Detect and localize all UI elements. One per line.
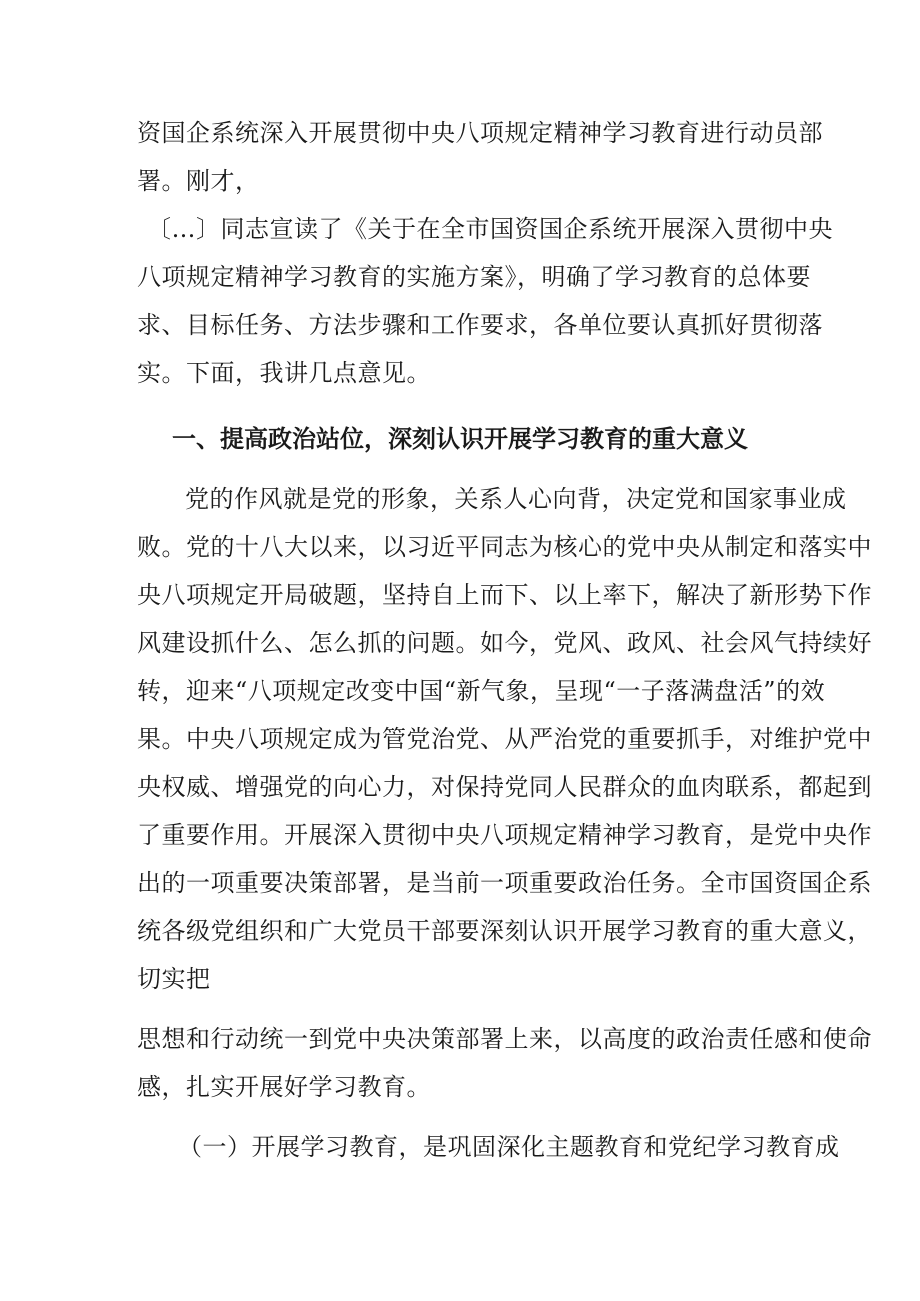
body-line-9: 出的一项重要决策部署，是当前一项重要政治任务。全市国资国企系 — [137, 869, 872, 897]
body-line-1: 党的作风就是党的形象，关系人心向背，决定党和国家事业成 — [185, 485, 847, 513]
section-heading: 一、提高政治站位，深刻认识开展学习教育的重大意义 — [172, 425, 748, 453]
body-line-2: 败。党的十八大以来，以习近平同志为核心的党中央从制定和落实中 — [137, 533, 872, 561]
body-line-3: 央八项规定开局破题，坚持自上而下、以上率下，解决了新形势下作 — [137, 581, 872, 609]
intro-line-3: 〔…〕同志宣读了《关于在全市国资国企系统开展深入贯彻中央 — [147, 215, 833, 243]
continuation-line-1: 思想和行动统一到党中央决策部署上来，以高度的政治责任感和使命 — [137, 1025, 872, 1053]
body-line-11: 切实把 — [137, 965, 211, 993]
body-line-6: 果。中央八项规定成为管党治党、从严治党的重要抓手，对维护党中 — [137, 725, 872, 753]
body-line-5: 转，迎来“八项规定改变中国“新气象，呈现“一子落满盘活”的效 — [137, 677, 826, 705]
body-line-7: 央权威、增强党的向心力，对保持党同人民群众的血肉联系，都起到 — [137, 773, 872, 801]
body-line-4: 风建设抓什么、怎么抓的问题。如今，党风、政风、社会风气持续好 — [137, 629, 872, 657]
intro-line-5: 求、目标任务、方法步骤和工作要求，各单位要认真抓好贯彻落 — [137, 311, 823, 339]
intro-line-6: 实。下面，我讲几点意见。 — [137, 359, 431, 387]
continuation-line-2: 感，扎实开展好学习教育。 — [137, 1073, 431, 1101]
body-line-8: 了重要作用。开展深入贯彻中央八项规定精神学习教育，是党中央作 — [137, 821, 872, 849]
body-line-10: 统各级党组织和广大党员干部要深刻认识开展学习教育的重大意义， — [137, 917, 872, 945]
subsection-line: （一）开展学习教育，是巩固深化主题教育和党纪学习教育成 — [178, 1133, 840, 1161]
intro-line-1: 资国企系统深入开展贯彻中央八项规定精神学习教育进行动员部 — [137, 119, 823, 147]
intro-line-2: 署。刚才， — [137, 167, 260, 195]
intro-line-4: 八项规定精神学习教育的实施方案》，明确了学习教育的总体要 — [137, 263, 811, 291]
